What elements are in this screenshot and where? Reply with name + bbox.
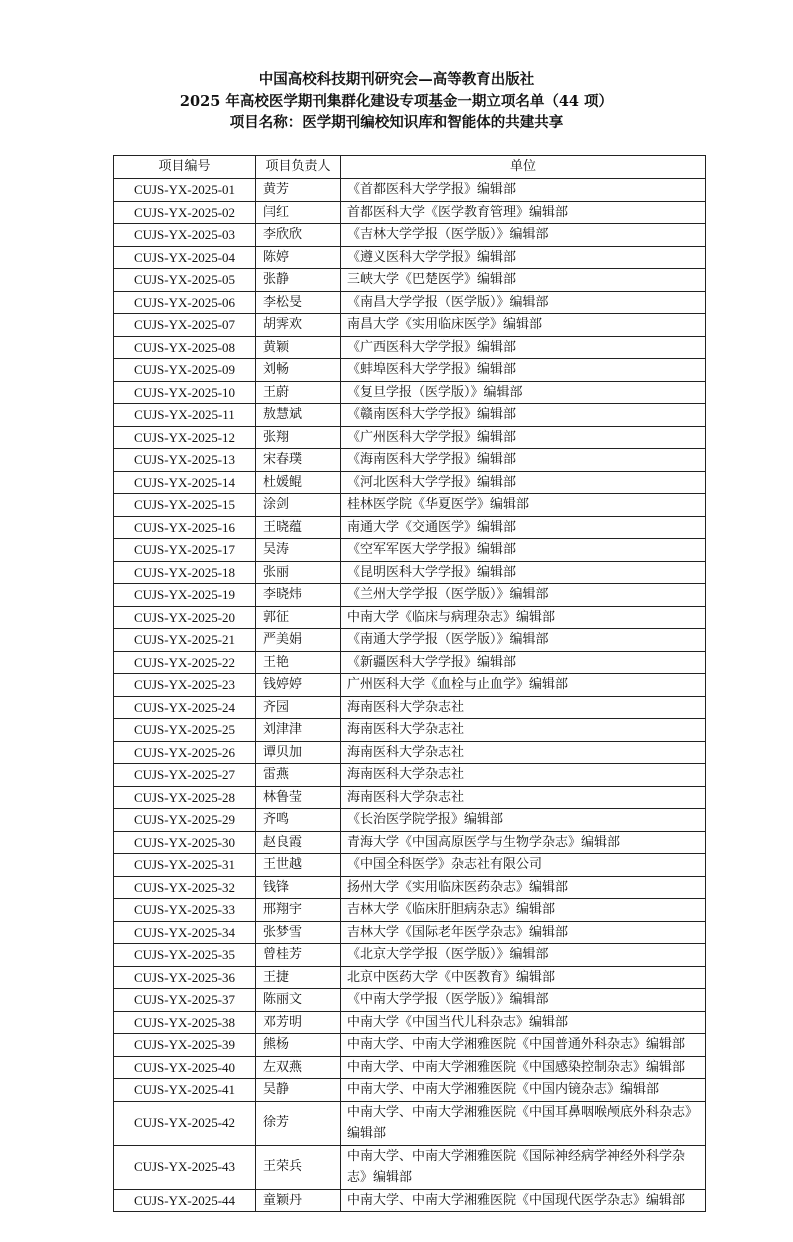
cell-unit: 南通大学《交通医学》编辑部 (341, 516, 706, 539)
table-row (114, 584, 706, 607)
cell-unit: 《北京大学学报（医学版）》编辑部 (341, 944, 706, 967)
table-row (114, 269, 706, 292)
cell-unit: 首都医科大学《医学教育管理》编辑部 (341, 201, 706, 224)
cell-project-leader: 邢翔宇 (256, 899, 341, 922)
table-row (114, 179, 706, 202)
table-row (114, 944, 706, 967)
cell-unit: 北京中医药大学《中医教育》编辑部 (341, 966, 706, 989)
cell-unit: 《赣南医科大学学报》编辑部 (341, 404, 706, 427)
table-row (114, 1034, 706, 1057)
cell-unit: 海南医科大学杂志社 (341, 696, 706, 719)
cell-project-id: CUJS-YX-2025-24 (114, 696, 256, 719)
cell-project-leader: 刘畅 (256, 359, 341, 382)
cell-project-id: CUJS-YX-2025-31 (114, 854, 256, 877)
cell-project-leader: 吴涛 (256, 539, 341, 562)
cell-project-leader: 邓芳明 (256, 1011, 341, 1034)
cell-project-leader: 杜媛鲲 (256, 471, 341, 494)
cell-project-leader: 熊杨 (256, 1034, 341, 1057)
cell-project-id: CUJS-YX-2025-20 (114, 606, 256, 629)
table-row (114, 336, 706, 359)
cell-project-id: CUJS-YX-2025-42 (114, 1101, 256, 1145)
cell-project-leader: 陈丽文 (256, 989, 341, 1012)
cell-project-leader: 齐鸣 (256, 809, 341, 832)
cell-project-leader: 李欣欣 (256, 224, 341, 247)
cell-project-leader: 王蔚 (256, 381, 341, 404)
cell-unit: 中南大学《临床与病理杂志》编辑部 (341, 606, 706, 629)
cell-unit: 《遵义医科大学学报》编辑部 (341, 246, 706, 269)
cell-project-id: CUJS-YX-2025-02 (114, 201, 256, 224)
cell-project-leader: 严美娟 (256, 629, 341, 652)
table-row (114, 764, 706, 787)
cell-project-leader: 林鲁莹 (256, 786, 341, 809)
table-row (114, 1189, 706, 1212)
cell-project-id: CUJS-YX-2025-25 (114, 719, 256, 742)
cell-unit: 《空军军医大学学报》编辑部 (341, 539, 706, 562)
cell-project-leader: 张翔 (256, 426, 341, 449)
cell-project-leader: 张静 (256, 269, 341, 292)
cell-unit: 扬州大学《实用临床医药杂志》编辑部 (341, 876, 706, 899)
project-roster-table (113, 155, 706, 1212)
cell-project-id: CUJS-YX-2025-29 (114, 809, 256, 832)
cell-unit: 三峡大学《巴楚医学》编辑部 (341, 269, 706, 292)
cell-project-leader: 胡霁欢 (256, 314, 341, 337)
cell-project-id: CUJS-YX-2025-03 (114, 224, 256, 247)
title-list-name: 2025 年高校医学期刊集群化建设专项基金一期立项名单（44 项） (179, 92, 614, 110)
cell-project-id: CUJS-YX-2025-33 (114, 899, 256, 922)
cell-project-leader: 陈婷 (256, 246, 341, 269)
cell-project-id: CUJS-YX-2025-05 (114, 269, 256, 292)
table-row (114, 1011, 706, 1034)
cell-unit: 中南大学、中南大学湘雅医院《中国内镜杂志》编辑部 (341, 1079, 706, 1102)
cell-project-id: CUJS-YX-2025-37 (114, 989, 256, 1012)
table-row (114, 246, 706, 269)
table-row (114, 629, 706, 652)
cell-project-id: CUJS-YX-2025-08 (114, 336, 256, 359)
cell-unit: 《长治医学院学报》编辑部 (341, 809, 706, 832)
cell-project-leader: 李晓炜 (256, 584, 341, 607)
table-row (114, 651, 706, 674)
table-header (114, 156, 706, 179)
cell-unit: 《南昌大学学报（医学版）》编辑部 (341, 291, 706, 314)
table-row (114, 741, 706, 764)
cell-unit: 海南医科大学杂志社 (341, 741, 706, 764)
table-row (114, 359, 706, 382)
table-row (114, 314, 706, 337)
cell-unit: 海南医科大学杂志社 (341, 719, 706, 742)
table-row (114, 494, 706, 517)
cell-unit: 《中国全科医学》杂志社有限公司 (341, 854, 706, 877)
cell-unit: 中南大学、中南大学湘雅医院《国际神经病学神经外科学杂志》编辑部 (341, 1145, 706, 1189)
cell-unit: 南昌大学《实用临床医学》编辑部 (341, 314, 706, 337)
cell-project-id: CUJS-YX-2025-26 (114, 741, 256, 764)
cell-project-leader: 吴静 (256, 1079, 341, 1102)
cell-project-id: CUJS-YX-2025-41 (114, 1079, 256, 1102)
table-body (114, 179, 706, 1212)
cell-project-id: CUJS-YX-2025-27 (114, 764, 256, 787)
cell-project-leader: 左双燕 (256, 1056, 341, 1079)
cell-project-id: CUJS-YX-2025-07 (114, 314, 256, 337)
cell-project-leader: 黄颖 (256, 336, 341, 359)
cell-project-id: CUJS-YX-2025-21 (114, 629, 256, 652)
cell-project-leader: 齐园 (256, 696, 341, 719)
cell-project-id: CUJS-YX-2025-12 (114, 426, 256, 449)
table-row (114, 1101, 706, 1145)
cell-project-id: CUJS-YX-2025-14 (114, 471, 256, 494)
table-row (114, 404, 706, 427)
table-row (114, 291, 706, 314)
cell-unit: 《河北医科大学学报》编辑部 (341, 471, 706, 494)
cell-unit: 中南大学、中南大学湘雅医院《中国耳鼻咽喉颅底外科杂志》编辑部 (341, 1101, 706, 1145)
header-project-leader: 项目负责人 (256, 156, 341, 179)
table-row (114, 899, 706, 922)
cell-project-id: CUJS-YX-2025-39 (114, 1034, 256, 1057)
cell-unit: 《广州医科大学学报》编辑部 (341, 426, 706, 449)
cell-unit: 《首都医科大学学报》编辑部 (341, 179, 706, 202)
cell-project-id: CUJS-YX-2025-32 (114, 876, 256, 899)
cell-project-leader: 刘津津 (256, 719, 341, 742)
cell-project-leader: 张丽 (256, 561, 341, 584)
cell-project-leader: 钱婷婷 (256, 674, 341, 697)
cell-project-id: CUJS-YX-2025-38 (114, 1011, 256, 1034)
table-row (114, 1145, 706, 1189)
cell-unit: 《蚌埠医科大学学报》编辑部 (341, 359, 706, 382)
cell-project-id: CUJS-YX-2025-23 (114, 674, 256, 697)
cell-project-leader: 赵良霞 (256, 831, 341, 854)
cell-project-leader: 王世越 (256, 854, 341, 877)
cell-unit: 《中南大学学报（医学版）》编辑部 (341, 989, 706, 1012)
cell-project-id: CUJS-YX-2025-17 (114, 539, 256, 562)
cell-unit: 桂林医学院《华夏医学》编辑部 (341, 494, 706, 517)
cell-project-leader: 郭征 (256, 606, 341, 629)
cell-project-leader: 王捷 (256, 966, 341, 989)
table-header-row (114, 156, 706, 179)
title-project-name: 项目名称：医学期刊编校知识库和智能体的共建共享 (229, 114, 564, 131)
cell-unit: 中南大学、中南大学湘雅医院《中国感染控制杂志》编辑部 (341, 1056, 706, 1079)
cell-project-leader: 闫红 (256, 201, 341, 224)
cell-project-id: CUJS-YX-2025-16 (114, 516, 256, 539)
table-row (114, 966, 706, 989)
table-row (114, 854, 706, 877)
cell-unit: 《兰州大学学报（医学版）》编辑部 (341, 584, 706, 607)
cell-project-leader: 王晓蕴 (256, 516, 341, 539)
cell-project-id: CUJS-YX-2025-43 (114, 1145, 256, 1189)
table-row (114, 426, 706, 449)
cell-unit: 《海南医科大学学报》编辑部 (341, 449, 706, 472)
cell-project-id: CUJS-YX-2025-44 (114, 1189, 256, 1212)
cell-project-id: CUJS-YX-2025-19 (114, 584, 256, 607)
table-row (114, 516, 706, 539)
cell-project-leader: 李松旻 (256, 291, 341, 314)
table-row (114, 561, 706, 584)
cell-project-leader: 曾桂芳 (256, 944, 341, 967)
cell-project-id: CUJS-YX-2025-18 (114, 561, 256, 584)
cell-project-id: CUJS-YX-2025-09 (114, 359, 256, 382)
cell-project-leader: 涂剑 (256, 494, 341, 517)
cell-project-leader: 王荣兵 (256, 1145, 341, 1189)
cell-unit: 《昆明医科大学学报》编辑部 (341, 561, 706, 584)
cell-project-id: CUJS-YX-2025-11 (114, 404, 256, 427)
cell-project-id: CUJS-YX-2025-28 (114, 786, 256, 809)
table-row (114, 809, 706, 832)
cell-unit: 海南医科大学杂志社 (341, 764, 706, 787)
cell-unit: 《新疆医科大学学报》编辑部 (341, 651, 706, 674)
cell-project-id: CUJS-YX-2025-40 (114, 1056, 256, 1079)
table-row (114, 719, 706, 742)
cell-project-leader: 谭贝加 (256, 741, 341, 764)
table-row (114, 831, 706, 854)
cell-project-id: CUJS-YX-2025-04 (114, 246, 256, 269)
cell-unit: 海南医科大学杂志社 (341, 786, 706, 809)
table-row (114, 786, 706, 809)
table-row (114, 1079, 706, 1102)
cell-project-id: CUJS-YX-2025-06 (114, 291, 256, 314)
table-row (114, 606, 706, 629)
cell-project-leader: 黄芳 (256, 179, 341, 202)
cell-unit: 《南通大学学报（医学版）》编辑部 (341, 629, 706, 652)
table-row (114, 449, 706, 472)
cell-unit: 《广西医科大学学报》编辑部 (341, 336, 706, 359)
cell-project-id: CUJS-YX-2025-34 (114, 921, 256, 944)
cell-project-leader: 张梦雪 (256, 921, 341, 944)
table-row (114, 381, 706, 404)
cell-project-leader: 敖慧斌 (256, 404, 341, 427)
cell-project-leader: 雷燕 (256, 764, 341, 787)
table-row (114, 696, 706, 719)
cell-project-id: CUJS-YX-2025-22 (114, 651, 256, 674)
cell-project-id: CUJS-YX-2025-13 (114, 449, 256, 472)
table-row (114, 1056, 706, 1079)
cell-project-id: CUJS-YX-2025-35 (114, 944, 256, 967)
cell-unit: 广州医科大学《血栓与止血学》编辑部 (341, 674, 706, 697)
cell-project-id: CUJS-YX-2025-01 (114, 179, 256, 202)
table-row (114, 201, 706, 224)
cell-project-id: CUJS-YX-2025-10 (114, 381, 256, 404)
header-project-id: 项目编号 (114, 156, 256, 179)
header-unit: 单位 (341, 156, 706, 179)
table-row (114, 876, 706, 899)
document-title (0, 69, 793, 134)
cell-unit: 中南大学、中南大学湘雅医院《中国现代医学杂志》编辑部 (341, 1189, 706, 1212)
cell-unit: 中南大学、中南大学湘雅医院《中国普通外科杂志》编辑部 (341, 1034, 706, 1057)
table-row (114, 674, 706, 697)
cell-unit: 吉林大学《临床肝胆病杂志》编辑部 (341, 899, 706, 922)
table-row (114, 224, 706, 247)
cell-project-leader: 宋春璞 (256, 449, 341, 472)
cell-unit: 《吉林大学学报（医学版）》编辑部 (341, 224, 706, 247)
cell-project-id: CUJS-YX-2025-15 (114, 494, 256, 517)
cell-project-id: CUJS-YX-2025-36 (114, 966, 256, 989)
table-row (114, 539, 706, 562)
cell-project-id: CUJS-YX-2025-30 (114, 831, 256, 854)
cell-project-leader: 童颖丹 (256, 1189, 341, 1212)
cell-project-leader: 徐芳 (256, 1101, 341, 1145)
cell-unit: 中南大学《中国当代儿科杂志》编辑部 (341, 1011, 706, 1034)
cell-unit: 《复旦学报（医学版）》编辑部 (341, 381, 706, 404)
cell-unit: 吉林大学《国际老年医学杂志》编辑部 (341, 921, 706, 944)
cell-project-leader: 王艳 (256, 651, 341, 674)
cell-project-leader: 钱锋 (256, 876, 341, 899)
title-organization: 中国高校科技期刊研究会—高等教育出版社 (258, 71, 535, 88)
table-row (114, 471, 706, 494)
cell-unit: 青海大学《中国高原医学与生物学杂志》编辑部 (341, 831, 706, 854)
table-row (114, 989, 706, 1012)
table-row (114, 921, 706, 944)
